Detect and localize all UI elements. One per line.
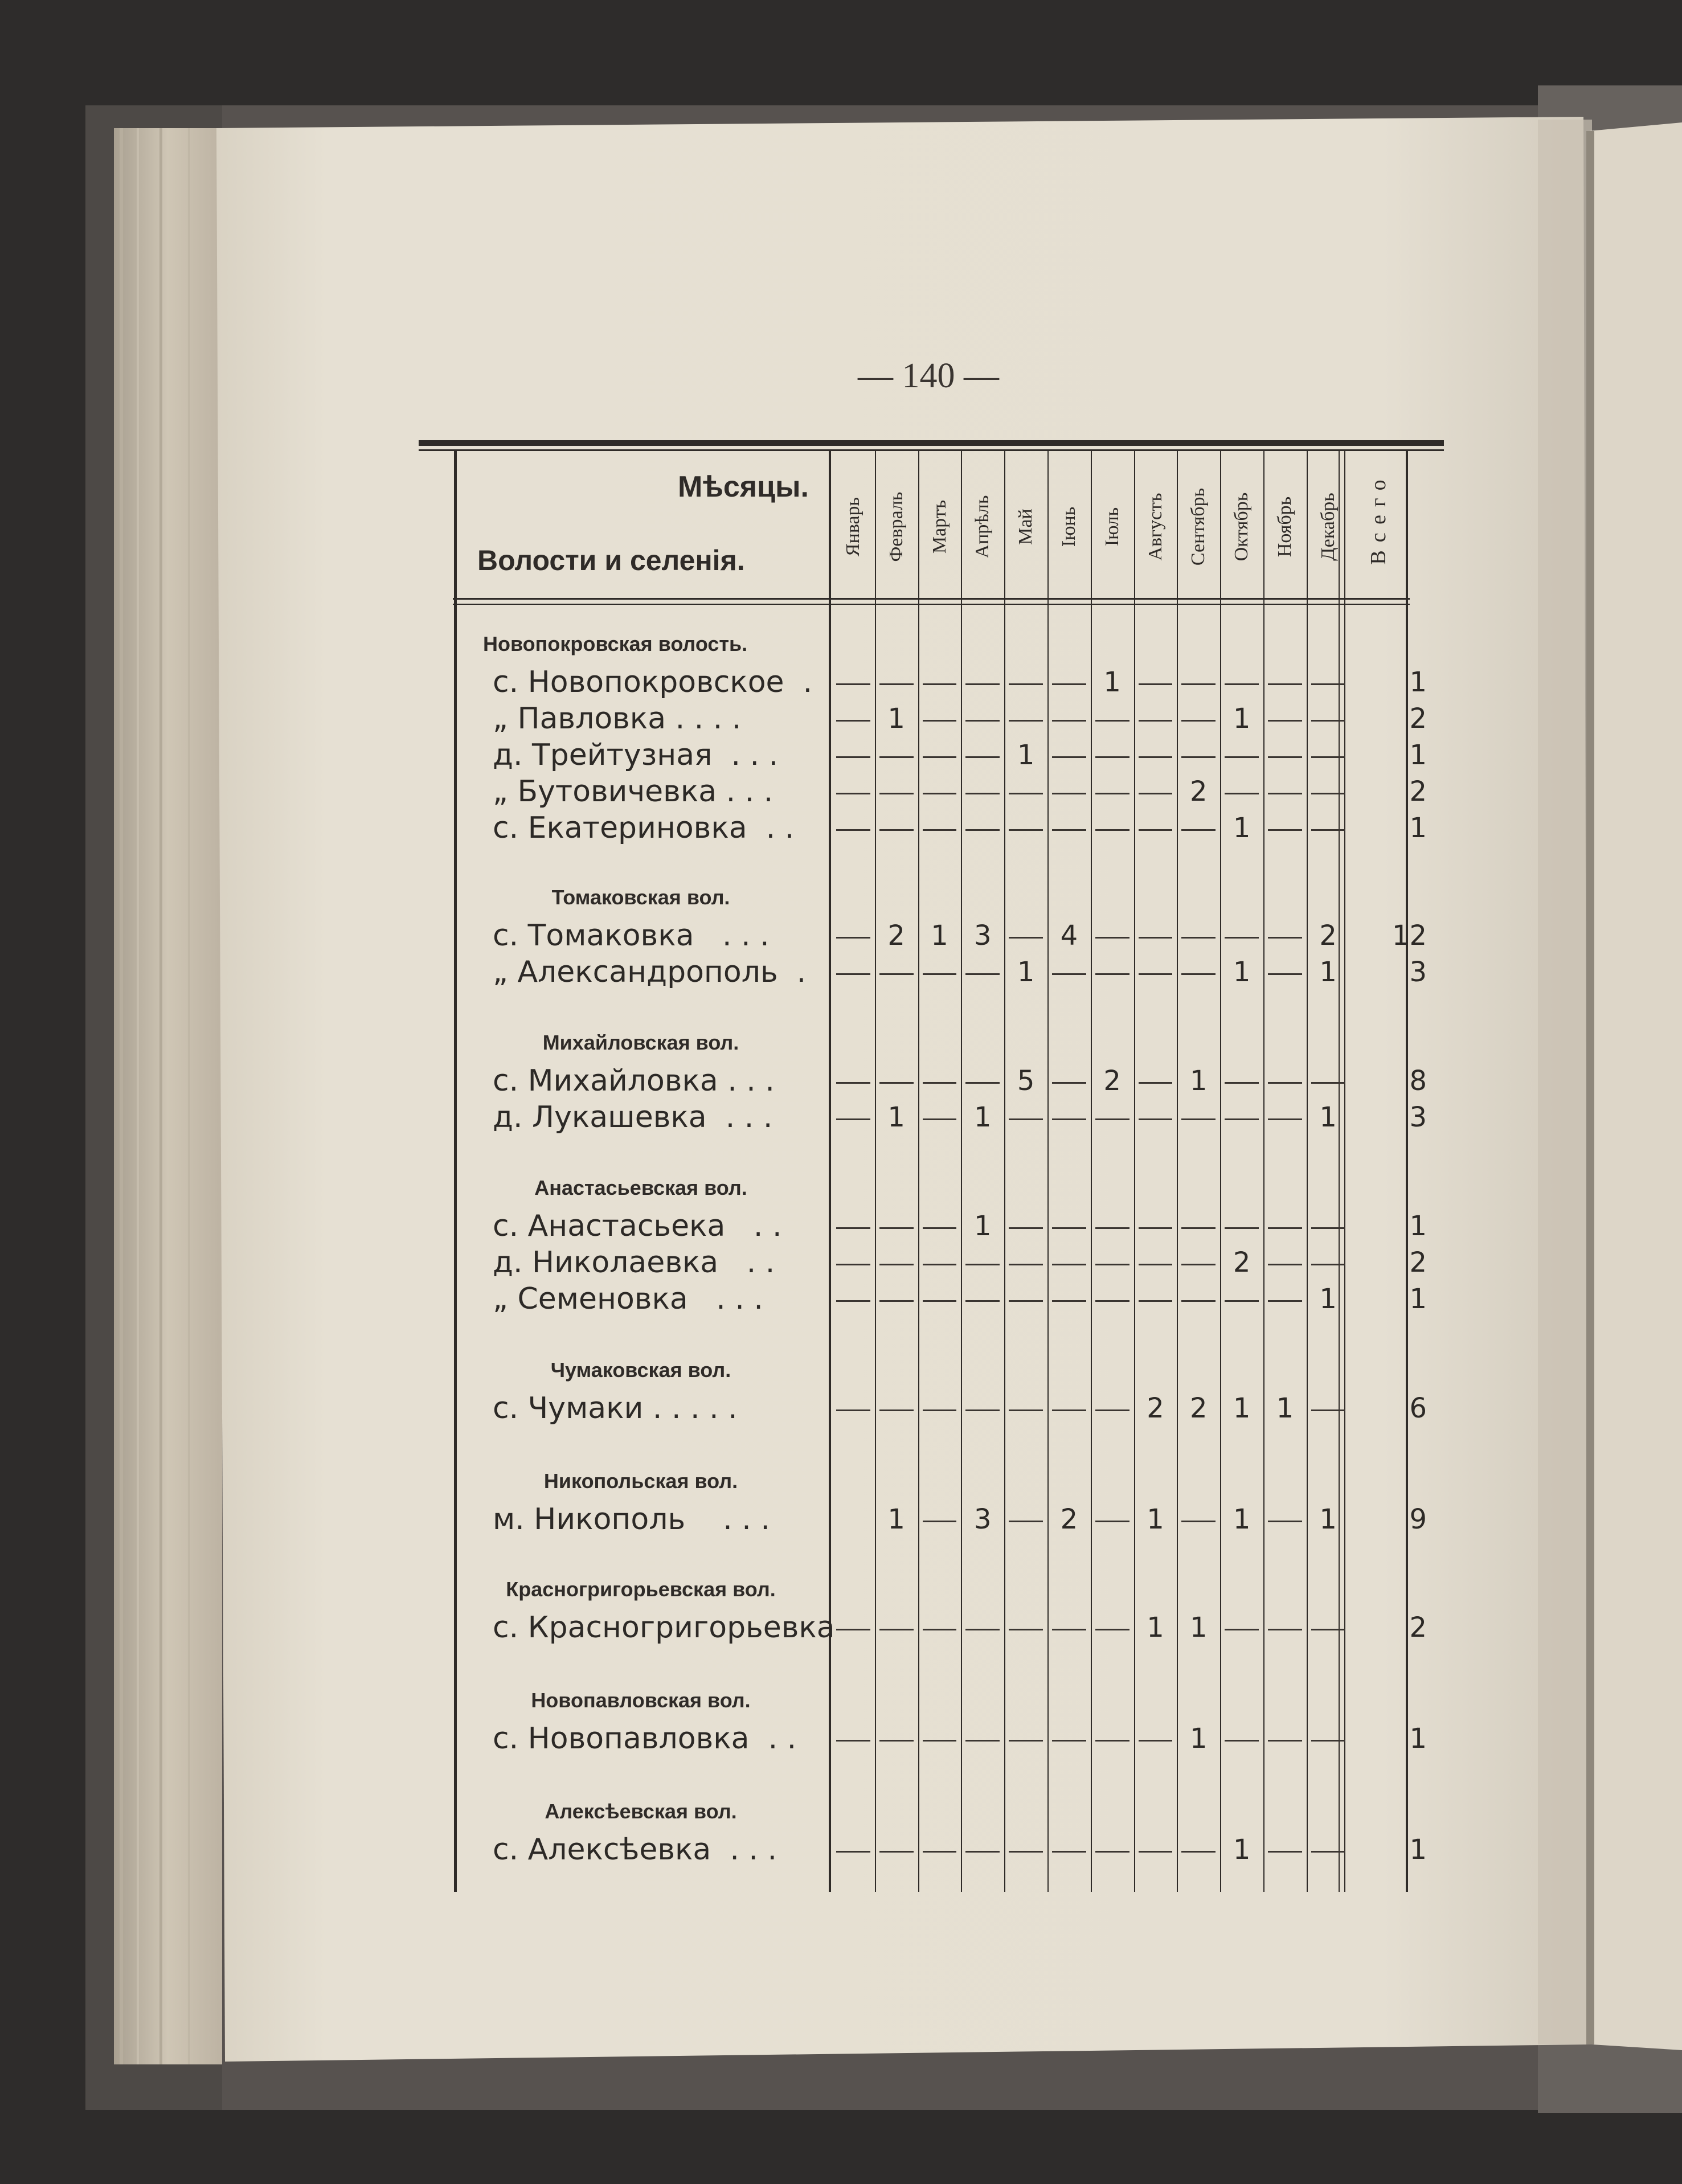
dash-cell — [1095, 1300, 1129, 1302]
dash-cell — [1268, 937, 1302, 939]
row-total: 1 — [1409, 666, 1427, 698]
dash-cell — [1095, 1227, 1129, 1229]
dash-cell — [836, 720, 870, 722]
dash-cell — [879, 1227, 914, 1229]
dash-cell — [879, 973, 914, 975]
count-cell: 3 — [974, 1503, 992, 1535]
row-total: 2 — [1409, 1612, 1427, 1644]
row-total: 2 — [1409, 1247, 1427, 1279]
dash-cell — [879, 1740, 914, 1742]
place-name: с. Чумаки . . . . . — [493, 1391, 738, 1425]
count-cell: 4 — [1060, 920, 1078, 952]
dash-cell — [836, 793, 870, 794]
dash-cell — [1225, 1082, 1259, 1084]
dash-cell — [836, 973, 870, 975]
dash-cell — [923, 1300, 957, 1302]
column-divider — [875, 451, 876, 1892]
dash-cell — [879, 1082, 914, 1084]
count-cell: 1 — [931, 920, 948, 952]
dash-cell — [879, 1851, 914, 1853]
count-cell: 5 — [1017, 1065, 1035, 1097]
dash-cell — [1181, 1300, 1216, 1302]
dash-cell — [1052, 1740, 1086, 1742]
dash-cell — [1095, 1521, 1129, 1522]
count-cell: 1 — [887, 1101, 905, 1133]
dash-cell — [1311, 1851, 1345, 1853]
dash-cell — [923, 1409, 957, 1411]
row-total: 9 — [1409, 1503, 1427, 1535]
dash-cell — [965, 720, 1000, 722]
dash-cell — [1095, 720, 1129, 722]
place-name: д. Лукашевка . . . — [493, 1100, 773, 1134]
row-total: 1 — [1409, 1834, 1427, 1866]
place-name: д. Трейтузная . . . — [493, 738, 779, 772]
dash-cell — [1268, 829, 1302, 831]
dash-cell — [836, 1740, 870, 1742]
dash-cell — [1225, 937, 1259, 939]
place-name: „ Семеновка . . . — [493, 1282, 763, 1316]
dash-cell — [879, 829, 914, 831]
dash-cell — [1009, 1300, 1043, 1302]
dash-cell — [1095, 1409, 1129, 1411]
dash-cell — [1139, 1300, 1173, 1302]
dash-cell — [1009, 683, 1043, 685]
count-cell: 1 — [1319, 1283, 1337, 1315]
dash-cell — [1139, 1264, 1173, 1265]
dash-cell — [1009, 1409, 1043, 1411]
place-name: с. Анастасьека . . — [493, 1209, 782, 1243]
dash-cell — [923, 829, 957, 831]
dash-cell — [836, 1227, 870, 1229]
count-cell: 2 — [1060, 1503, 1078, 1535]
dash-cell — [1095, 1118, 1129, 1120]
month-header: Августъ — [1144, 493, 1166, 561]
count-cell: 2 — [1190, 776, 1208, 808]
volost-heading: Никопольская вол. — [543, 1469, 738, 1493]
dash-cell — [879, 756, 914, 758]
dash-cell — [836, 1082, 870, 1084]
row-total: 6 — [1409, 1392, 1427, 1424]
dash-cell — [1095, 793, 1129, 794]
column-divider — [1307, 451, 1308, 1892]
dash-cell — [1139, 829, 1173, 831]
place-name: с. Новопокровское . — [493, 665, 813, 699]
dash-cell — [923, 1629, 957, 1630]
dash-cell — [1052, 793, 1086, 794]
dash-cell — [1052, 1082, 1086, 1084]
dash-cell — [1268, 1118, 1302, 1120]
place-name: „ Бутовичевка . . . — [493, 775, 774, 809]
row-total: 1 — [1409, 812, 1427, 844]
dash-cell — [1009, 1851, 1043, 1853]
count-cell: 3 — [974, 920, 992, 952]
dash-cell — [1139, 973, 1173, 975]
dash-cell — [965, 1300, 1000, 1302]
month-header: Январь — [842, 497, 863, 557]
dash-cell — [879, 1409, 914, 1411]
volost-heading: Томаковская вол. — [551, 886, 730, 909]
dash-cell — [923, 756, 957, 758]
dash-cell — [1268, 683, 1302, 685]
column-divider — [1263, 451, 1264, 1892]
dash-cell — [836, 1264, 870, 1265]
dash-cell — [1311, 829, 1345, 831]
dash-cell — [836, 1300, 870, 1302]
dash-cell — [1181, 1264, 1216, 1265]
dash-cell — [1009, 1227, 1043, 1229]
count-cell: 2 — [887, 920, 905, 952]
dash-cell — [923, 683, 957, 685]
dash-cell — [1311, 1082, 1345, 1084]
dash-cell — [923, 1264, 957, 1265]
dash-cell — [879, 1264, 914, 1265]
column-divider — [961, 451, 962, 1892]
column-divider — [1220, 451, 1221, 1892]
count-cell: 1 — [1233, 1834, 1251, 1866]
month-header: Іюль — [1101, 507, 1123, 547]
dash-cell — [923, 793, 957, 794]
dash-cell — [1181, 1851, 1216, 1853]
dash-cell — [1139, 1740, 1173, 1742]
dash-cell — [1095, 829, 1129, 831]
dash-cell — [836, 829, 870, 831]
dash-cell — [923, 1227, 957, 1229]
volost-heading: Новопокровская волость. — [483, 632, 748, 655]
place-name: „ Павловка . . . . — [493, 702, 742, 736]
place-name: с. Новопавловка . . — [493, 1722, 797, 1756]
dash-cell — [1009, 1740, 1043, 1742]
dash-cell — [879, 1629, 914, 1630]
dash-cell — [1009, 829, 1043, 831]
dash-cell — [1095, 1264, 1129, 1265]
row-total: 1 — [1409, 1723, 1427, 1755]
count-cell: 2 — [1103, 1065, 1121, 1097]
count-cell: 1 — [887, 1503, 905, 1535]
dash-cell — [965, 1082, 1000, 1084]
column-divider — [1004, 451, 1005, 1892]
month-header: Апрѣль — [972, 495, 993, 559]
dash-cell — [923, 720, 957, 722]
dash-cell — [923, 1851, 957, 1853]
place-name: м. Никополь . . . — [493, 1502, 770, 1536]
dash-cell — [965, 1740, 1000, 1742]
month-header: Февраль — [885, 491, 907, 562]
dash-cell — [1268, 1629, 1302, 1630]
column-divider — [918, 451, 919, 1892]
dash-cell — [879, 683, 914, 685]
dash-cell — [1095, 1851, 1129, 1853]
dash-cell — [1268, 1264, 1302, 1265]
count-cell: 1 — [1147, 1612, 1164, 1644]
dash-cell — [836, 1409, 870, 1411]
count-cell: 1 — [1017, 956, 1035, 988]
dash-cell — [1052, 1227, 1086, 1229]
dash-cell — [965, 1851, 1000, 1853]
dash-cell — [1311, 1409, 1345, 1411]
dash-cell — [1225, 793, 1259, 794]
place-name: с. Алексѣевка . . . — [493, 1833, 777, 1867]
page-edges — [114, 128, 222, 2064]
count-cell: 2 — [1233, 1247, 1251, 1279]
dash-cell — [1268, 1227, 1302, 1229]
dash-cell — [1139, 1082, 1173, 1084]
column-divider — [1091, 451, 1092, 1892]
dash-cell — [1009, 937, 1043, 939]
month-header: Мартъ — [928, 499, 950, 554]
dash-cell — [1181, 683, 1216, 685]
dash-cell — [1139, 1118, 1173, 1120]
dash-cell — [1009, 1521, 1043, 1522]
count-cell: 1 — [1190, 1612, 1208, 1644]
count-cell: 1 — [1276, 1392, 1294, 1424]
count-cell: 1 — [1319, 956, 1337, 988]
count-cell: 1 — [1233, 812, 1251, 844]
dash-cell — [1181, 973, 1216, 975]
dash-cell — [1225, 683, 1259, 685]
dash-cell — [1139, 683, 1173, 685]
dash-cell — [1225, 756, 1259, 758]
dash-cell — [1139, 793, 1173, 794]
count-cell: 1 — [887, 703, 905, 735]
dash-cell — [836, 1629, 870, 1630]
volost-heading: Чумаковская вол. — [550, 1358, 731, 1382]
dash-cell — [1268, 1851, 1302, 1853]
row-total: 1 — [1409, 1283, 1427, 1315]
dash-cell — [1225, 1300, 1259, 1302]
dash-cell — [1052, 756, 1086, 758]
dash-cell — [923, 1118, 957, 1120]
volost-heading: Красногригорьевская вол. — [506, 1577, 776, 1601]
stub-border — [454, 451, 457, 1892]
count-cell: 1 — [974, 1101, 992, 1133]
place-name: „ Александрополь . — [493, 955, 807, 989]
dash-cell — [1268, 720, 1302, 722]
count-cell: 1 — [1103, 666, 1121, 698]
dash-cell — [1225, 1227, 1259, 1229]
row-total: 12 — [1392, 920, 1427, 952]
count-cell: 1 — [1319, 1101, 1337, 1133]
dash-cell — [1052, 1409, 1086, 1411]
row-total: 3 — [1409, 956, 1427, 988]
right-page — [1589, 122, 1682, 2050]
dash-cell — [1052, 1300, 1086, 1302]
dash-cell — [1181, 720, 1216, 722]
dash-cell — [1311, 1264, 1345, 1265]
dash-cell — [1225, 1740, 1259, 1742]
dash-cell — [879, 1300, 914, 1302]
dash-cell — [965, 683, 1000, 685]
dash-cell — [1311, 720, 1345, 722]
dash-cell — [1095, 973, 1129, 975]
dash-cell — [1311, 683, 1345, 685]
months-header-label: Мѣсяцы. — [678, 470, 809, 503]
place-name: д. Николаевка . . — [493, 1245, 775, 1280]
dash-cell — [1009, 793, 1043, 794]
volost-heading: Новопавловская вол. — [531, 1689, 751, 1712]
count-cell: 1 — [1319, 1503, 1337, 1535]
dash-cell — [1268, 1521, 1302, 1522]
dash-cell — [1052, 683, 1086, 685]
dash-cell — [1052, 1118, 1086, 1120]
dash-cell — [1311, 1740, 1345, 1742]
place-name: с. Томаковка . . . — [493, 919, 770, 953]
dash-cell — [1052, 720, 1086, 722]
month-header: Октябрь — [1231, 492, 1253, 562]
dash-cell — [965, 829, 1000, 831]
dash-cell — [1181, 937, 1216, 939]
dash-cell — [1009, 1118, 1043, 1120]
dash-cell — [923, 1082, 957, 1084]
column-divider — [1177, 451, 1178, 1892]
count-cell: 2 — [1190, 1392, 1208, 1424]
month-header: Ноябрь — [1274, 496, 1295, 558]
row-total: 8 — [1409, 1065, 1427, 1097]
place-name: с. Михайловка . . . — [493, 1064, 775, 1098]
dash-cell — [1095, 1740, 1129, 1742]
count-cell: 1 — [1147, 1503, 1164, 1535]
dash-cell — [1225, 1118, 1259, 1120]
dash-cell — [1181, 1521, 1216, 1522]
dash-cell — [1268, 1300, 1302, 1302]
count-cell: 1 — [1233, 703, 1251, 735]
row-total: 1 — [1409, 739, 1427, 771]
dash-cell — [1225, 1629, 1259, 1630]
page-number: — 140 — — [858, 357, 999, 395]
dash-cell — [1311, 756, 1345, 758]
place-name: с. Красногригорьевка — [493, 1611, 835, 1645]
dash-cell — [1181, 1118, 1216, 1120]
column-divider — [1047, 451, 1049, 1892]
row-total: 2 — [1409, 703, 1427, 735]
dash-cell — [1268, 1082, 1302, 1084]
places-header-label: Волости и селенія. — [477, 544, 745, 576]
dash-cell — [1139, 756, 1173, 758]
dash-cell — [1181, 829, 1216, 831]
dash-cell — [1009, 1629, 1043, 1630]
dash-cell — [879, 793, 914, 794]
dash-cell — [1181, 1227, 1216, 1229]
row-total: 1 — [1409, 1210, 1427, 1242]
dash-cell — [1095, 937, 1129, 939]
dash-cell — [836, 1851, 870, 1853]
count-cell: 1 — [1233, 956, 1251, 988]
dash-cell — [965, 1409, 1000, 1411]
dash-cell — [965, 793, 1000, 794]
dash-cell — [1311, 1227, 1345, 1229]
count-cell: 2 — [1147, 1392, 1164, 1424]
column-divider — [1134, 451, 1135, 1892]
dash-cell — [1268, 793, 1302, 794]
dash-cell — [1052, 973, 1086, 975]
count-cell: 2 — [1319, 920, 1337, 952]
dash-cell — [923, 1740, 957, 1742]
dash-cell — [1268, 1740, 1302, 1742]
dash-cell — [1052, 1851, 1086, 1853]
dash-cell — [1311, 793, 1345, 794]
dash-cell — [965, 756, 1000, 758]
dash-cell — [836, 1118, 870, 1120]
place-name: с. Екатериновка . . — [493, 811, 795, 845]
count-cell: 1 — [1233, 1503, 1251, 1535]
dash-cell — [1095, 756, 1129, 758]
dash-cell — [1268, 973, 1302, 975]
volost-heading: Анастасьевская вол. — [534, 1176, 747, 1199]
dash-cell — [923, 1521, 957, 1522]
row-total: 2 — [1409, 776, 1427, 808]
count-cell: 1 — [1190, 1723, 1208, 1755]
dash-cell — [965, 1264, 1000, 1265]
volost-heading: Михайловская вол. — [542, 1031, 739, 1054]
dash-cell — [836, 683, 870, 685]
volost-heading: Алексѣевская вол. — [545, 1800, 737, 1823]
row-total: 3 — [1409, 1101, 1427, 1133]
dash-cell — [836, 756, 870, 758]
month-header: Іюнь — [1058, 506, 1079, 547]
dash-cell — [1181, 756, 1216, 758]
main-page — [216, 117, 1589, 2062]
count-cell: 1 — [1190, 1065, 1208, 1097]
dash-cell — [1311, 1629, 1345, 1630]
dash-cell — [965, 973, 1000, 975]
dash-cell — [1139, 937, 1173, 939]
count-cell: 1 — [974, 1210, 992, 1242]
dash-cell — [1052, 1264, 1086, 1265]
total-header: Всего — [1366, 472, 1390, 565]
table-top-rule — [419, 440, 1444, 446]
dash-cell — [1052, 829, 1086, 831]
month-header: Сентябрь — [1188, 487, 1209, 566]
dash-cell — [1139, 1227, 1173, 1229]
dash-cell — [1009, 1264, 1043, 1265]
dash-cell — [1139, 1851, 1173, 1853]
dash-cell — [923, 973, 957, 975]
dash-cell — [965, 1629, 1000, 1630]
count-cell: 1 — [1017, 739, 1035, 771]
dash-cell — [1052, 1629, 1086, 1630]
dash-cell — [1009, 720, 1043, 722]
dash-cell — [1268, 756, 1302, 758]
count-cell: 1 — [1233, 1392, 1251, 1424]
dash-cell — [836, 937, 870, 939]
month-header: Май — [1015, 509, 1037, 545]
dash-cell — [1095, 1629, 1129, 1630]
dash-cell — [1139, 720, 1173, 722]
header-bottom-rule — [453, 598, 1410, 600]
month-header: Декабрь — [1317, 493, 1339, 561]
